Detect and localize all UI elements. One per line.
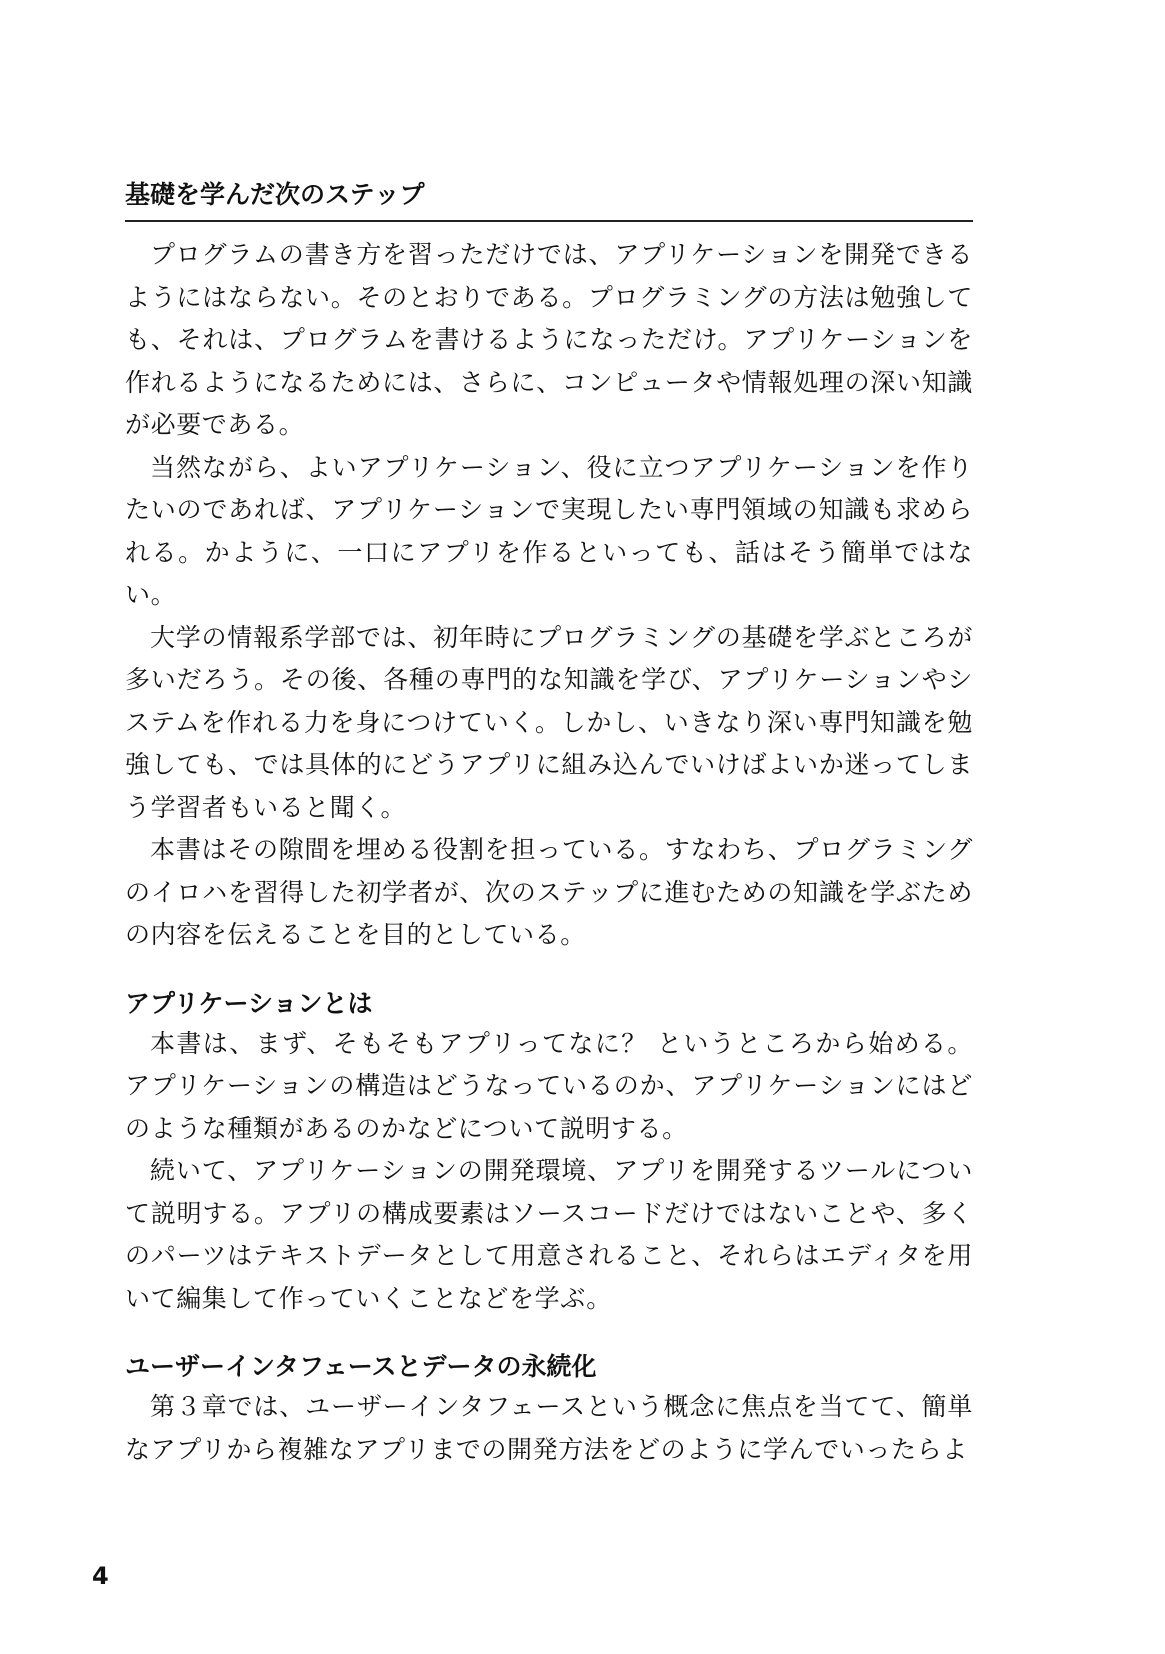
paragraph: プログラムの書き方を習っただけでは、アプリケーションを開発できるようにはならない。そのとおりである。プログラミングの方法は勉強しても、それは、プログラムを書けるようになっただけ。アプリケーションを作れるようになるためには、さらに、コンピュータや情報処理の深い知識が必要である。: [125, 240, 973, 439]
section-heading: アプリケーションとは: [125, 988, 373, 1018]
paragraph: 第３章では、ユーザーインタフェースという概念に焦点を当てて、簡単なアプリから複雑なアプリまでの開発方法をどのように学んでいったらよ: [125, 1392, 973, 1464]
paragraph: 当然ながら、よいアプリケーション、役に立つアプリケーションを作りたいのであれば、アプリケーションで実現したい専門領域の知識も求められる。かように、一口にアプリを作るといっても、話はそう簡単ではない。: [125, 452, 973, 609]
section-heading: 基礎を学んだ次のステップ: [125, 178, 973, 222]
page-number: 4: [92, 1562, 109, 1590]
paragraph: 大学の情報系学部では、初年時にプログラミングの基礎を学ぶところが多いだろう。その後、各種の専門的な知識を学び、アプリケーションやシステムを作れる力を身につけていく。しかし、いきなり深い専門知識を勉強しても、では具体的にどうアプリに組み込んでいけばよいか迷ってしまう学習者もいると聞く。: [125, 622, 973, 822]
section-heading: ユーザーインタフェースとデータの永続化: [125, 1352, 597, 1381]
paragraph: 本書はその隙間を埋める役割を担っている。すなわち、プログラミングのイロハを習得した初学者が、次のステップに進むための知識を学ぶための内容を伝えることを目的としている。: [125, 835, 973, 949]
paragraph: 本書は、まず、そもそもアプリってなに？ というところから始める。アプリケーションの構造はどうなっているのか、アプリケーションにはどのような種類があるのかなどについて説明する。: [125, 1028, 973, 1143]
page-body: [125, 178, 973, 1471]
paragraph: 続いて、アプリケーションの開発環境、アプリを開発するツールについて説明する。アプリの構成要素はソースコードだけではないことや、多くのパーツはテキストデータとして用意されること、それらはエディタを用いて編集して作っていくことなどを学ぶ。: [125, 1156, 973, 1313]
